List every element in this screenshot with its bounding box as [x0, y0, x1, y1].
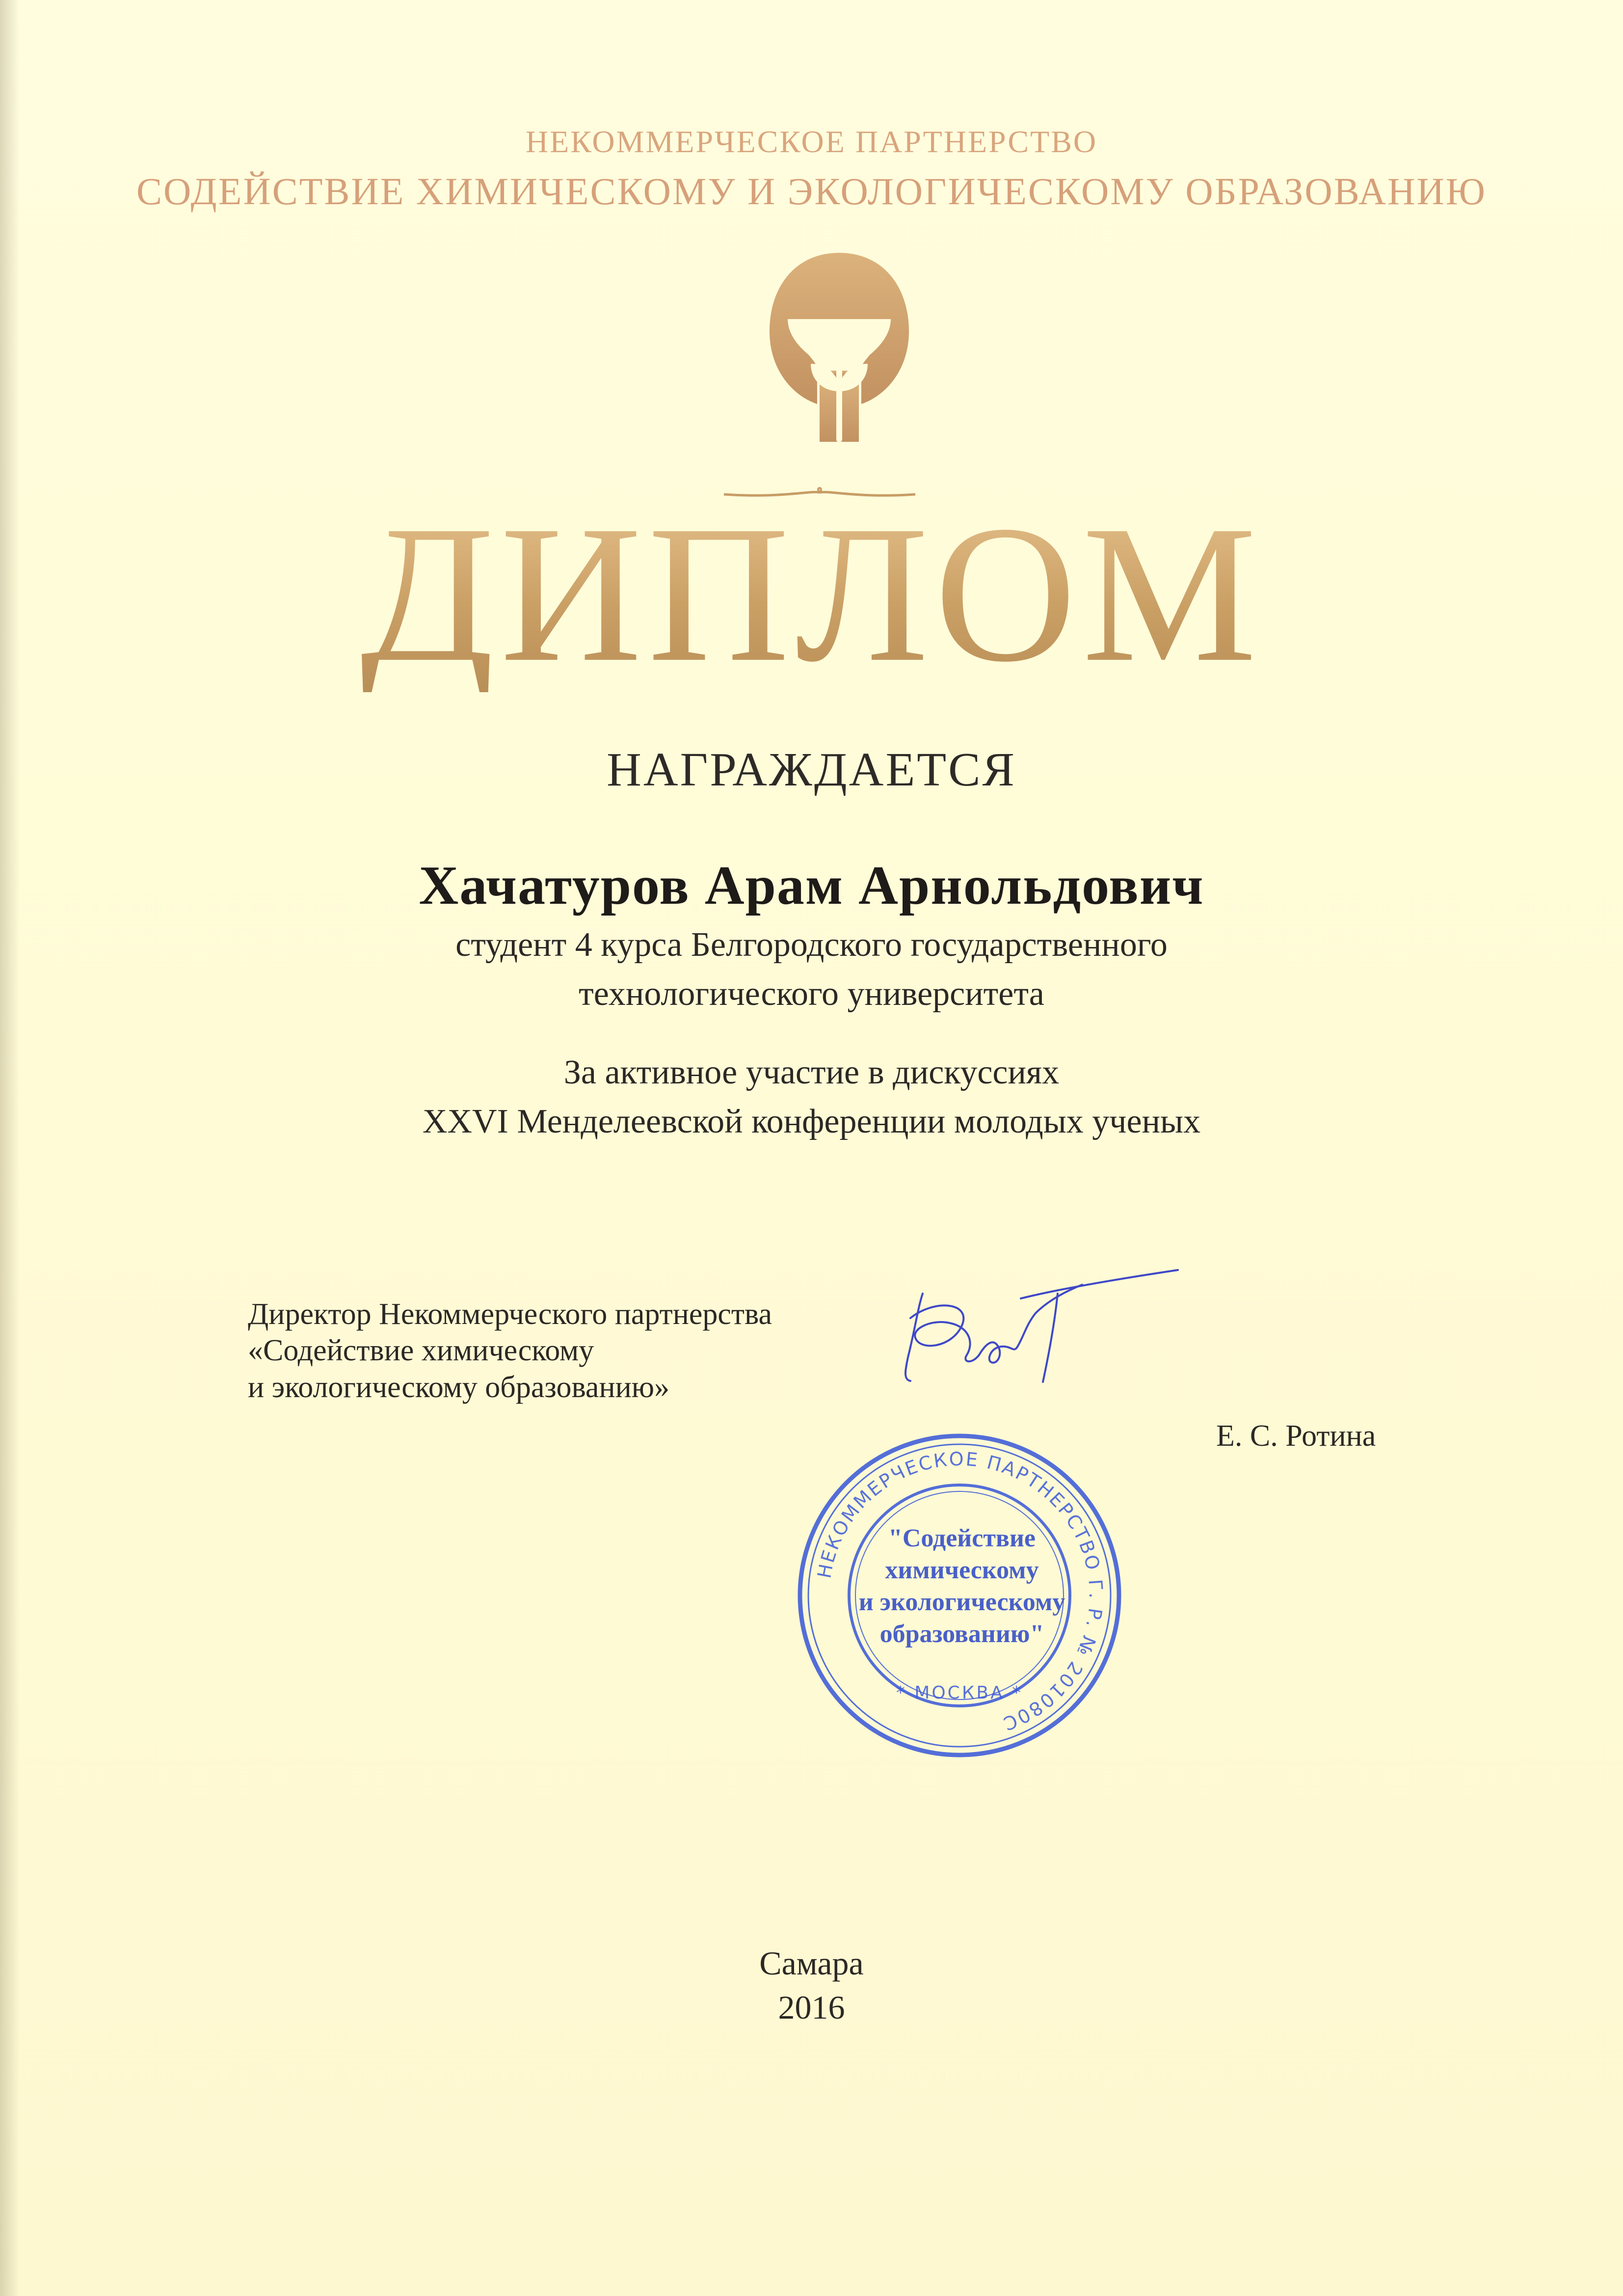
signatory-title-line2: «Содействие химическому: [248, 1334, 594, 1368]
svg-text:"Содействие: "Содействие: [888, 1524, 1036, 1552]
org-name-line2: СОДЕЙСТВИЕ ХИМИЧЕСКОМУ И ЭКОЛОГИЧЕСКОМУ ОБРАЗОВАНИЮ: [136, 170, 1487, 213]
issue-city: Самара: [759, 1945, 864, 1982]
award-reason-line1: За активное участие в дискуссиях: [563, 1053, 1060, 1091]
award-reason-line2: XXVI Менделеевской конференции молодых ученых: [422, 1103, 1201, 1140]
svg-text:химическому: химическому: [885, 1556, 1039, 1584]
recipient-affiliation-line1: студент 4 курса Белгородского государственного: [455, 926, 1168, 964]
svg-text:и экологическому: и экологическому: [858, 1588, 1065, 1616]
svg-text:образованию": образованию": [879, 1620, 1044, 1648]
handwritten-signature: [888, 1264, 1183, 1411]
organization-stamp: [793, 1426, 1126, 1765]
signatory-title-line1: Директор Некоммерческого партнерства: [248, 1297, 772, 1331]
signatory-title: [248, 1296, 772, 1405]
signatory-name: Е. С. Ротина: [1216, 1419, 1376, 1453]
awarded-label: НАГРАЖДАЕТСЯ: [607, 743, 1016, 796]
recipient-name: Хачатуров Арам Арнольдович: [419, 855, 1204, 916]
issue-year: 2016: [778, 1989, 845, 2026]
signatory-title-line3: и экологическому образованию»: [248, 1370, 670, 1404]
svg-text:* МОСКВА *: * МОСКВА *: [896, 1683, 1023, 1703]
recipient-affiliation-line2: технологического университета: [579, 975, 1044, 1013]
flask-sprout-icon: [766, 248, 913, 444]
diploma-title: ДИПЛОМ: [0, 496, 1623, 692]
org-name-line1: НЕКОММЕРЧЕСКОЕ ПАРТНЕРСТВО: [525, 124, 1098, 159]
svg-text:НЕКОММЕРЧЕСКОЕ ПАРТНЕРСТВО Г.: НЕКОММЕРЧЕСКОЕ ПАРТНЕРСТВО Г. Р. № 201080С: [813, 1448, 1107, 1735]
